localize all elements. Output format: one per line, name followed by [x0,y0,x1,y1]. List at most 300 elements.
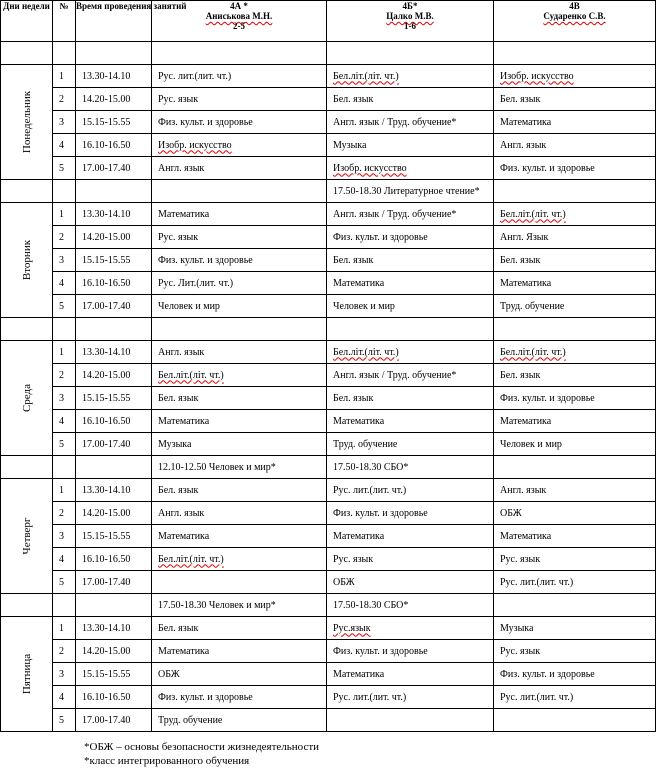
header-row [1,1,656,42]
footnotes [84,740,319,768]
lesson-subject-cell [152,364,327,387]
extra-lesson-cell-text: 17.50-18.30 Человек и мир* [158,599,276,611]
extra-lesson-cell [152,318,327,341]
lesson-time-cell [76,111,152,134]
lesson-row [1,157,656,180]
lesson-subject-cell [152,525,327,548]
class-4b-name: 4Б* [402,1,418,11]
lesson-row [1,525,656,548]
lesson-row [1,88,656,111]
lesson-subject-cell [152,272,327,295]
lesson-number-cell: 3 [53,111,76,134]
lesson-subject-cell [152,295,327,318]
lesson-time-cell-text: 15.15-15.55 [82,254,131,266]
lesson-time-cell [76,272,152,295]
lesson-subject-cell-text: Англ. язык [500,139,547,151]
lesson-subject-cell-text: Бел.літ.(літ. чт.) [500,208,566,220]
lesson-number-cell: 2 [53,640,76,663]
number-column-header: № [53,1,76,42]
lesson-subject-cell-text: Бел.літ.(літ. чт.) [158,553,224,565]
lesson-subject-cell [152,65,327,88]
lesson-subject-cell-text: Бел. язык [158,392,199,404]
class-4b-teacher: Цалко М.В. [386,11,434,21]
lesson-subject-cell-text: Физ. культ. и здоровье [333,507,428,519]
lesson-subject-cell [494,272,656,295]
day-name: Четверг [20,517,33,555]
lesson-subject-cell [152,341,327,364]
class-4v-header [494,1,656,42]
lesson-subject-cell-text: Англ. язык / Труд. обучение* [333,369,457,381]
lesson-subject-cell [152,548,327,571]
day-name-cell [1,203,53,318]
lesson-time-cell [76,663,152,686]
lesson-subject-cell [327,709,494,732]
spacer-number-cell [53,318,76,341]
spacer-time-cell [76,180,152,203]
class-4v-teacher: Сударенко С.В. [543,11,606,21]
lesson-subject-cell-text: Бел.літ.(літ. чт.) [158,369,224,381]
spacer-day-cell [1,180,53,203]
lesson-subject-cell [327,663,494,686]
lesson-subject-cell [327,479,494,502]
lesson-subject-cell-text: Математика [158,208,210,220]
spacer-row [1,594,656,617]
lesson-subject-cell-text: ОБЖ [333,576,355,588]
lesson-time-cell-text: 15.15-15.55 [82,392,131,404]
lesson-number-cell: 3 [53,663,76,686]
lesson-row [1,709,656,732]
lesson-number-cell: 5 [53,295,76,318]
lesson-row [1,341,656,364]
lesson-subject-cell [494,88,656,111]
lesson-subject-cell-text: Рус. лит.(лит. чт.) [500,691,574,703]
lesson-row [1,387,656,410]
lesson-subject-cell-text: Математика [158,530,210,542]
lesson-subject-cell-text: Бел. язык [500,93,541,105]
lesson-number-cell: 2 [53,226,76,249]
lesson-subject-cell [327,571,494,594]
lesson-subject-cell-text: Рус. язык [333,553,374,565]
footnote-integrated-class: *класс интегрированного обучения [84,755,250,767]
time-column-header: Время проведения занятий [76,1,152,42]
lesson-time-cell [76,571,152,594]
lesson-subject-cell [494,226,656,249]
lesson-time-cell-text: 13.30-14.10 [82,208,131,220]
lesson-subject-cell-text: Физ. культ. и здоровье [158,116,253,128]
class-4b-header [327,1,494,42]
extra-lesson-cell [327,42,494,65]
lesson-row [1,640,656,663]
lesson-time-cell-text: 15.15-15.55 [82,116,131,128]
spacer-number-cell [53,180,76,203]
lesson-subject-cell [152,617,327,640]
lesson-subject-cell [327,617,494,640]
lesson-subject-cell-text: Бел. язык [333,392,374,404]
lesson-row [1,502,656,525]
spacer-row [1,456,656,479]
lesson-time-cell-text: 17.00-17.40 [82,300,131,312]
lesson-time-cell [76,157,152,180]
lesson-subject-cell [494,410,656,433]
spacer-day-cell [1,594,53,617]
lesson-row [1,663,656,686]
lesson-subject-cell [494,134,656,157]
lesson-subject-cell-text: Англ. язык [500,484,547,496]
day-name-cell [1,479,53,594]
extra-lesson-cell [327,180,494,203]
lesson-row [1,479,656,502]
lesson-subject-cell-text: Человек и мир [500,438,562,450]
lesson-subject-cell [327,502,494,525]
lesson-subject-cell [494,571,656,594]
lesson-number-cell: 5 [53,709,76,732]
lesson-subject-cell-text: Человек и мир [333,300,395,312]
lesson-subject-cell [494,709,656,732]
class-4v-name: 4В [569,1,580,11]
lesson-row [1,203,656,226]
lesson-subject-cell [494,479,656,502]
lesson-row [1,410,656,433]
lesson-time-cell [76,65,152,88]
lesson-subject-cell [327,341,494,364]
lesson-subject-cell-text: Бел.літ.(літ. чт.) [333,70,399,82]
day-name-cell [1,341,53,456]
lesson-subject-cell-text: Рус. Лит.(лит. чт.) [158,277,234,289]
lesson-subject-cell-text: ОБЖ [158,668,180,680]
lesson-row [1,226,656,249]
lesson-time-cell [76,295,152,318]
lesson-time-cell-text: 17.00-17.40 [82,576,131,588]
lesson-subject-cell [327,88,494,111]
lesson-number-cell: 2 [53,88,76,111]
extra-lesson-cell [327,594,494,617]
extra-lesson-cell [152,456,327,479]
lesson-subject-cell-text: Математика [500,530,552,542]
lesson-subject-cell [327,364,494,387]
spacer-time-cell [76,594,152,617]
lesson-subject-cell [152,88,327,111]
lesson-number-cell: 1 [53,341,76,364]
lesson-subject-cell-text: Изобр. искусство [158,139,232,151]
lesson-subject-cell [494,387,656,410]
lesson-subject-cell [494,663,656,686]
lesson-subject-cell [327,226,494,249]
lesson-time-cell-text: 14.20-15.00 [82,645,131,657]
lesson-time-cell [76,203,152,226]
lesson-time-cell [76,433,152,456]
day-name-cell [1,617,53,732]
lesson-time-cell-text: 17.00-17.40 [82,438,131,450]
lesson-time-cell-text: 14.20-15.00 [82,231,131,243]
lesson-number-cell: 5 [53,433,76,456]
extra-lesson-cell [152,42,327,65]
lesson-subject-cell-text: Музыка [158,438,192,450]
lesson-number-cell: 4 [53,134,76,157]
lesson-subject-cell [327,548,494,571]
lesson-number-cell: 4 [53,272,76,295]
lesson-subject-cell [494,617,656,640]
lesson-subject-cell-text: Бел. язык [500,369,541,381]
lesson-subject-cell-text: Англ. язык / Труд. обучение* [333,208,457,220]
lesson-subject-cell-text: Труд. обучение [158,714,223,726]
lesson-row [1,571,656,594]
lesson-subject-cell [494,65,656,88]
lesson-subject-cell [152,571,327,594]
lesson-time-cell [76,640,152,663]
day-name: Понедельник [20,90,33,154]
lesson-time-cell [76,226,152,249]
lesson-time-cell [76,617,152,640]
lesson-number-cell: 3 [53,387,76,410]
spacer-row [1,180,656,203]
lesson-subject-cell-text: Физ. культ. и здоровье [158,254,253,266]
spacer-time-cell [76,42,152,65]
lesson-subject-cell-text: ОБЖ [500,507,522,519]
lesson-number-cell: 1 [53,617,76,640]
lesson-subject-cell-text: Математика [333,530,385,542]
lesson-subject-cell [152,111,327,134]
lesson-subject-cell-text: Математика [500,116,552,128]
extra-lesson-cell [494,42,656,65]
lesson-subject-cell-text: Рус. язык [158,93,199,105]
extra-lesson-cell [494,456,656,479]
lesson-subject-cell [494,640,656,663]
lesson-subject-cell [494,203,656,226]
lesson-subject-cell-text: Бел. язык [158,622,199,634]
lesson-time-cell-text: 16.10-16.50 [82,415,131,427]
lesson-time-cell [76,548,152,571]
lesson-time-cell-text: 17.00-17.40 [82,714,131,726]
lesson-subject-cell-text: Бел. язык [158,484,199,496]
lesson-subject-cell [152,433,327,456]
schedule-body [1,1,656,732]
lesson-subject-cell [152,203,327,226]
lesson-number-cell: 5 [53,157,76,180]
lesson-subject-cell-text: Рус. лит.(лит. чт.) [500,576,574,588]
lesson-subject-cell-text: Бел.літ.(літ. чт.) [500,346,566,358]
lesson-subject-cell-text: Математика [158,415,210,427]
extra-lesson-cell-text: 17.50-18.30 Литературное чтение* [333,185,480,197]
lesson-subject-cell [494,364,656,387]
lesson-subject-cell-text: Труд. обучение [333,438,398,450]
lesson-number-cell: 1 [53,203,76,226]
spacer-day-cell [1,42,53,65]
lesson-subject-cell [327,111,494,134]
lesson-subject-cell-text: Рус. лит.(лит. чт.) [333,484,407,496]
lesson-time-cell-text: 14.20-15.00 [82,507,131,519]
lesson-subject-cell-text: Рус. язык [158,231,199,243]
spacer-day-cell [1,318,53,341]
extra-lesson-cell [152,594,327,617]
lesson-number-cell: 3 [53,525,76,548]
lesson-subject-cell [327,525,494,548]
lesson-time-cell [76,709,152,732]
lesson-subject-cell-text: Англ. язык [158,507,205,519]
lesson-time-cell [76,341,152,364]
lesson-time-cell [76,410,152,433]
lesson-number-cell: 4 [53,686,76,709]
lesson-subject-cell-text: Математика [333,415,385,427]
lesson-subject-cell [152,134,327,157]
spacer-number-cell [53,456,76,479]
lesson-time-cell-text: 13.30-14.10 [82,484,131,496]
day-name-cell [1,65,53,180]
lesson-time-cell [76,502,152,525]
lesson-subject-cell [327,203,494,226]
lesson-subject-cell [494,157,656,180]
lesson-subject-cell [327,686,494,709]
lesson-subject-cell [152,226,327,249]
day-name: Пятница [20,653,33,695]
lesson-time-cell [76,364,152,387]
extra-lesson-cell [327,318,494,341]
extra-lesson-cell [494,594,656,617]
spacer-number-cell [53,594,76,617]
lesson-subject-cell [494,111,656,134]
lesson-time-cell-text: 15.15-15.55 [82,668,131,680]
lesson-subject-cell [152,640,327,663]
lesson-time-cell [76,479,152,502]
lesson-number-cell: 1 [53,479,76,502]
lesson-subject-cell-text: Изобр. искусство [500,70,574,82]
lesson-subject-cell [327,640,494,663]
lesson-row [1,686,656,709]
lesson-subject-cell [152,249,327,272]
lesson-subject-cell-text: Рус. лит.(лит. чт.) [333,691,407,703]
lesson-time-cell-text: 14.20-15.00 [82,93,131,105]
lesson-subject-cell [327,433,494,456]
lesson-time-cell-text: 13.30-14.10 [82,346,131,358]
lesson-subject-cell-text: Музыка [333,139,367,151]
lesson-subject-cell-text: Человек и мир [158,300,220,312]
lesson-subject-cell-text: Рус. язык [500,553,541,565]
class-4a-range: 2-5 [233,21,245,31]
lesson-subject-cell-text: Бел.літ.(літ. чт.) [333,346,399,358]
lesson-row [1,548,656,571]
lesson-time-cell [76,134,152,157]
lesson-subject-cell-text: Англ. язык [158,162,205,174]
lesson-time-cell-text: 16.10-16.50 [82,139,131,151]
lesson-subject-cell [494,525,656,548]
spacer-row [1,318,656,341]
lesson-number-cell: 5 [53,571,76,594]
lesson-time-cell [76,88,152,111]
lesson-subject-cell-text: Математика [333,668,385,680]
lesson-subject-cell [327,249,494,272]
lesson-subject-cell-text: Рус. лит.(лит. чт.) [158,70,232,82]
lesson-number-cell: 2 [53,502,76,525]
lesson-subject-cell [152,502,327,525]
lesson-subject-cell-text: Изобр. искусство [333,162,407,174]
lesson-subject-cell-text: Математика [500,415,552,427]
lesson-subject-cell-text: Физ. культ. и здоровье [158,691,253,703]
extra-lesson-cell [152,180,327,203]
lesson-time-cell-text: 17.00-17.40 [82,162,131,174]
lesson-subject-cell-text: Бел. язык [333,254,374,266]
lesson-number-cell: 4 [53,548,76,571]
lesson-time-cell-text: 15.15-15.55 [82,530,131,542]
spacer-day-cell [1,456,53,479]
lesson-row [1,249,656,272]
lesson-time-cell [76,249,152,272]
day-column-header: Дни недели [1,1,53,42]
lesson-subject-cell [494,295,656,318]
extra-lesson-cell [494,180,656,203]
extra-lesson-cell [494,318,656,341]
lesson-subject-cell-text: Физ. культ. и здоровье [333,231,428,243]
lesson-subject-cell [327,157,494,180]
extra-lesson-cell-text: 12.10-12.50 Человек и мир* [158,461,276,473]
lesson-subject-cell [152,387,327,410]
lesson-subject-cell [152,410,327,433]
class-4a-teacher: Аниськова М.Н. [205,11,273,21]
lesson-time-cell-text: 16.10-16.50 [82,553,131,565]
lesson-row [1,617,656,640]
lesson-time-cell-text: 14.20-15.00 [82,369,131,381]
lesson-subject-cell-text: Англ. язык [158,346,205,358]
lesson-row [1,433,656,456]
lesson-subject-cell-text: Англ. Язык [500,231,549,243]
extra-lesson-cell-text: 17.50-18.30 СБО* [333,461,409,473]
lesson-subject-cell-text: Бел. язык [500,254,541,266]
footnote-obzh: *ОБЖ – основы безопасности жизнедеятельности [84,741,320,753]
lesson-subject-cell-text: Физ. культ. и здоровье [333,645,428,657]
lesson-time-cell-text: 13.30-14.10 [82,622,131,634]
lesson-subject-cell-text: Математика [158,645,210,657]
lesson-row [1,65,656,88]
lesson-subject-cell [494,502,656,525]
lesson-subject-cell [494,341,656,364]
class-4b-range: 1-6 [404,21,416,31]
lesson-subject-cell [152,157,327,180]
class-4a-name: 4А * [230,1,248,11]
lesson-subject-cell [327,295,494,318]
spacer-time-cell [76,318,152,341]
extra-lesson-cell [327,456,494,479]
lesson-subject-cell-text: Рус. язык [500,645,541,657]
lesson-subject-cell-text: Англ. язык / Труд. обучение* [333,116,457,128]
lesson-subject-cell [327,387,494,410]
lesson-subject-cell [152,686,327,709]
lesson-number-cell: 3 [53,249,76,272]
lesson-subject-cell-text: Физ. культ. и здоровье [500,392,595,404]
lesson-subject-cell [152,479,327,502]
extra-lesson-cell-text: 17.50-18.30 СБО* [333,599,409,611]
lesson-row [1,364,656,387]
lesson-subject-cell [327,134,494,157]
lesson-subject-cell [494,548,656,571]
lesson-subject-cell-text: Математика [500,277,552,289]
spacer-row [1,42,656,65]
lesson-number-cell: 4 [53,410,76,433]
lesson-subject-cell [494,433,656,456]
lesson-subject-cell-text: Труд. обучение [500,300,565,312]
lesson-number-cell: 2 [53,364,76,387]
lesson-subject-cell [327,65,494,88]
lesson-subject-cell [494,249,656,272]
lesson-subject-cell-text: Физ. культ. и здоровье [500,162,595,174]
lesson-time-cell-text: 16.10-16.50 [82,277,131,289]
lesson-subject-cell [494,686,656,709]
lesson-subject-cell-text: Математика [333,277,385,289]
lesson-time-cell [76,525,152,548]
spacer-number-cell [53,42,76,65]
lesson-time-cell-text: 13.30-14.10 [82,70,131,82]
lesson-row [1,295,656,318]
lesson-subject-cell [327,272,494,295]
spacer-time-cell [76,456,152,479]
lesson-subject-cell-text: Физ. культ. и здоровье [500,668,595,680]
